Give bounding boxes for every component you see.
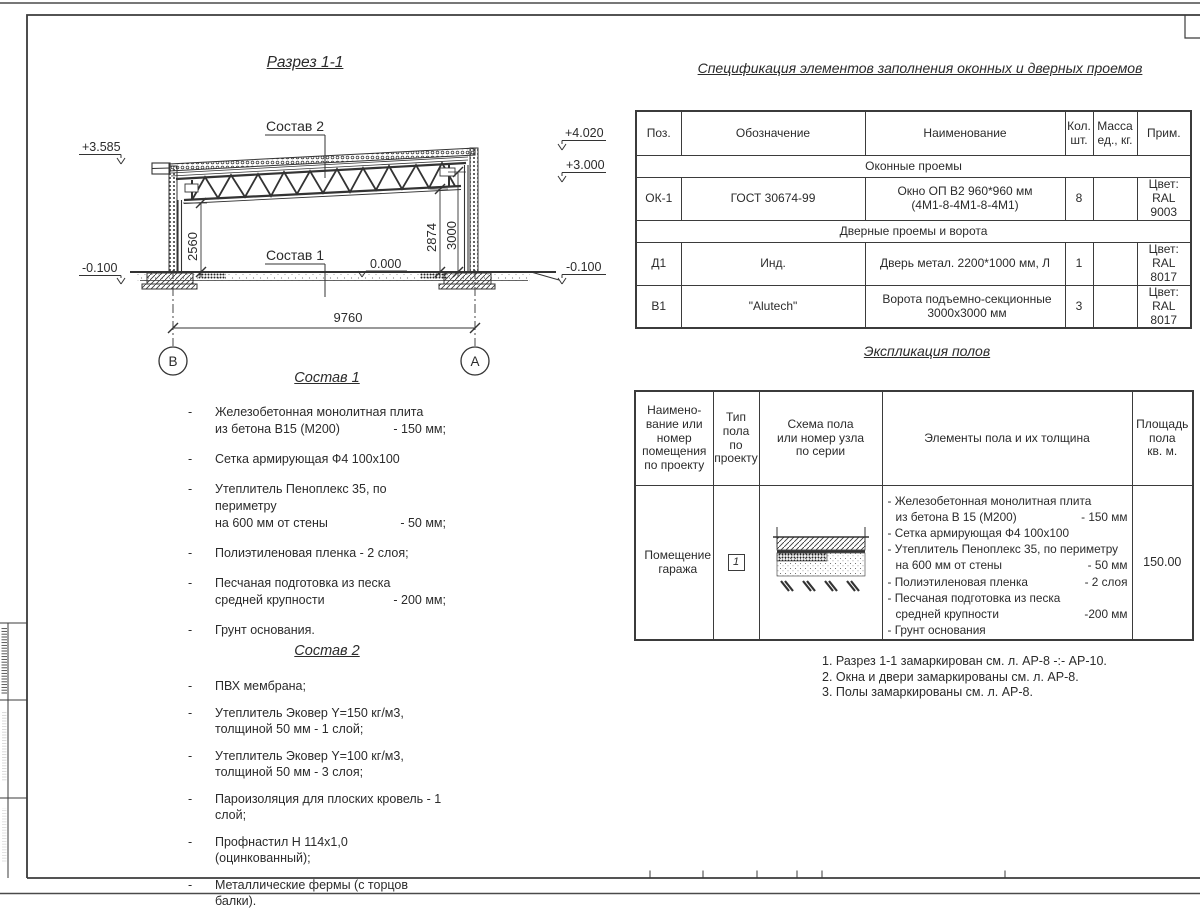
sostav2-list xyxy=(188,678,446,918)
list-item: - Пароизоляция для плоских кровель - 1 слой; xyxy=(188,791,442,822)
spec-group-doors: Дверные проемы и ворота xyxy=(636,221,1191,243)
floor-scheme-drawing xyxy=(769,517,873,605)
corner-designation-box xyxy=(1185,15,1200,38)
note-line: 3. Полы замаркированы см. л. АР-8. xyxy=(822,685,1033,699)
ground-slope-right xyxy=(531,272,559,280)
section-title: Разрез 1-1 xyxy=(266,54,344,71)
col-mass: Масса ед., кг. xyxy=(1093,111,1137,156)
bullet-dash: - xyxy=(188,679,193,693)
section-drawing xyxy=(79,135,606,375)
notes-list xyxy=(822,654,1107,701)
floor-area-value: 150.00 xyxy=(1132,486,1193,641)
truss-web-zigzag xyxy=(192,163,455,200)
sostav2-title: Состав 2 xyxy=(294,643,360,659)
list-item: - Железобетонная монолитная плита из бетона В15 (М200) - 150 мм; xyxy=(188,405,446,436)
floor-explication-table xyxy=(634,390,1194,641)
axis-label-right: А xyxy=(470,354,480,369)
wall-left xyxy=(169,166,177,272)
col-elements: Элементы пола и их толщина xyxy=(882,391,1132,486)
bullet-dash: - xyxy=(188,877,193,892)
elevation-floor: 0.000 xyxy=(370,257,402,271)
elevation-left-bottom: -0.100 xyxy=(82,261,118,275)
col-area: Площадь пола кв. м. xyxy=(1132,391,1193,486)
stamp-cell-microtext-faint xyxy=(2,712,7,782)
spec-row-ok1: ОК-1 ГОСТ 30674-99 Окно ОП В2 960*960 мм (4М1-8-4М1-8-4М1) 8 Цвет: RAL 9003 xyxy=(636,178,1191,221)
truss-bottom-chord xyxy=(184,186,461,200)
bullet-dash: - xyxy=(188,482,193,496)
bullet-dash: - xyxy=(188,705,193,720)
col-designation: Обозначение xyxy=(681,111,865,156)
spec-table xyxy=(635,110,1192,329)
axis-lines xyxy=(173,270,475,346)
scheme-concrete-layer xyxy=(777,537,865,550)
stamp-cell-microtext xyxy=(2,627,8,695)
bullet-dash: - xyxy=(188,452,193,466)
sostav1-callout: Состав 1 xyxy=(265,247,325,263)
col-type: Тип пола по проекту xyxy=(713,391,759,486)
elevation-right-bottom: -0.100 xyxy=(566,260,602,274)
sostav1-list xyxy=(188,404,446,650)
bullet-dash: - xyxy=(188,748,193,763)
sostav2-callout: Состав 2 xyxy=(265,118,325,134)
bullet-dash: - xyxy=(188,546,193,560)
elevation-right-top: +4.020 xyxy=(565,126,604,140)
col-qty: Кол. шт. xyxy=(1065,111,1093,156)
wall-right xyxy=(470,148,478,272)
list-item: - Профнастил Н 114х1,0 (оцинкованный); xyxy=(188,834,348,865)
floor-scheme-cell xyxy=(759,486,882,641)
floor-table-title: Экспликация полов xyxy=(863,343,991,359)
bullet-dash: - xyxy=(188,834,193,849)
axis-label-left: В xyxy=(168,354,178,369)
title-block-top-ticks xyxy=(650,871,1005,879)
dim-span-label: 9760 xyxy=(333,310,363,325)
spec-table-title: Спецификация элементов заполнения оконных и дверных проемов xyxy=(697,60,1143,76)
col-note: Прим. xyxy=(1137,111,1191,156)
elevation-left-top: +3.585 xyxy=(82,140,121,154)
list-item: - Утеплитель Эковер Y=100 кг/м3, толщиной 50 мм - 3 слоя; xyxy=(188,748,404,779)
list-item: - Грунт основания. xyxy=(188,623,315,637)
list-item: - Утеплитель Эковер Y=150 кг/м3, толщиной 50 мм - 1 слой; xyxy=(188,705,404,736)
sostav1-title: Состав 1 xyxy=(294,370,360,386)
scheme-ground-hatch xyxy=(781,581,859,591)
perimeter-insulation-left xyxy=(198,273,226,279)
dim-3000-label: 3000 xyxy=(444,221,459,250)
truss-gusset-left xyxy=(185,184,198,192)
bullet-dash: - xyxy=(188,405,193,419)
dim-2874-label: 2874 xyxy=(424,223,439,252)
spec-row-v1: В1 "Alutech" Ворота подъемно-секционные 3000х3000 мм 3 Цвет: RAL 8017 xyxy=(636,285,1191,328)
dimension-span xyxy=(168,323,480,333)
elevation-right-mid: +3.000 xyxy=(566,158,605,172)
bullet-dash: - xyxy=(188,623,193,637)
note-line: 1. Разрез 1-1 замаркирован см. л. АР-8 -:- АР-10. xyxy=(822,654,1107,668)
bullet-dash: - xyxy=(188,576,193,590)
col-name: Наименование xyxy=(865,111,1065,156)
bullet-dash: - xyxy=(188,791,193,806)
scheme-insulation-layer xyxy=(777,553,827,561)
list-item: - Сетка армирующая Ф4 100х100 xyxy=(188,452,400,466)
spec-group-windows: Оконные проемы xyxy=(636,156,1191,178)
floor-elements-cell: - Железобетонная монолитная плита из бетона В 15 (М200) - 150 мм - Сетка армирующая Ф4 100х100 - Утеплитель Пеноплекс 35, по периметру на 600 мм от стены - 50 мм - Полиэтиленовая пленка - 2 слоя - Песчаная подготовка из песка средней крупности -200 мм - Грунт основания xyxy=(882,486,1132,641)
list-item: - Полиэтиленовая пленка - 2 слоя; xyxy=(188,546,409,560)
note-line: 2. Окна и двери замаркированы см. л. АР-8. xyxy=(822,669,1079,684)
col-scheme: Схема пола или номер узла по серии xyxy=(759,391,882,486)
list-item: - Песчаная подготовка из песка средней крупности - 200 мм; xyxy=(188,576,446,607)
col-room: Наимено- вание или номер помещения по проекту xyxy=(635,391,713,486)
stamp-cell-microtext-faint2 xyxy=(2,808,7,863)
floor-type-number: 1 xyxy=(728,554,745,571)
list-item: - ПВХ мембрана; xyxy=(188,679,306,693)
spec-row-d1: Д1 Инд. Дверь метал. 2200*1000 мм, Л 1 Цвет: RAL 8017 xyxy=(636,243,1191,286)
list-item: - Утеплитель Пеноплекс 35, по периметру на 600 мм от стены - 50 мм; xyxy=(188,482,446,530)
col-pos: Поз. xyxy=(636,111,681,156)
list-item: - Металлические фермы (с торцов балки). xyxy=(188,877,409,908)
dim-2560-label: 2560 xyxy=(185,232,200,261)
spec-header-row xyxy=(636,111,1191,156)
floor-row-garage: Помещение гаража 1 - Железобетонная монолитная плита из бетона В 15 (М200) - 150 мм - Сетка армирующая Ф4 100х100 - Утеплитель Пеноплекс 35, по периметру на 600 мм от стены - 50 мм - Полиэтиленовая пленка - 2 слоя - Песчаная подготовка из песка средней крупности -200 мм - Грунт основания 150.00 xyxy=(635,486,1193,641)
floor-header-row xyxy=(635,391,1193,486)
